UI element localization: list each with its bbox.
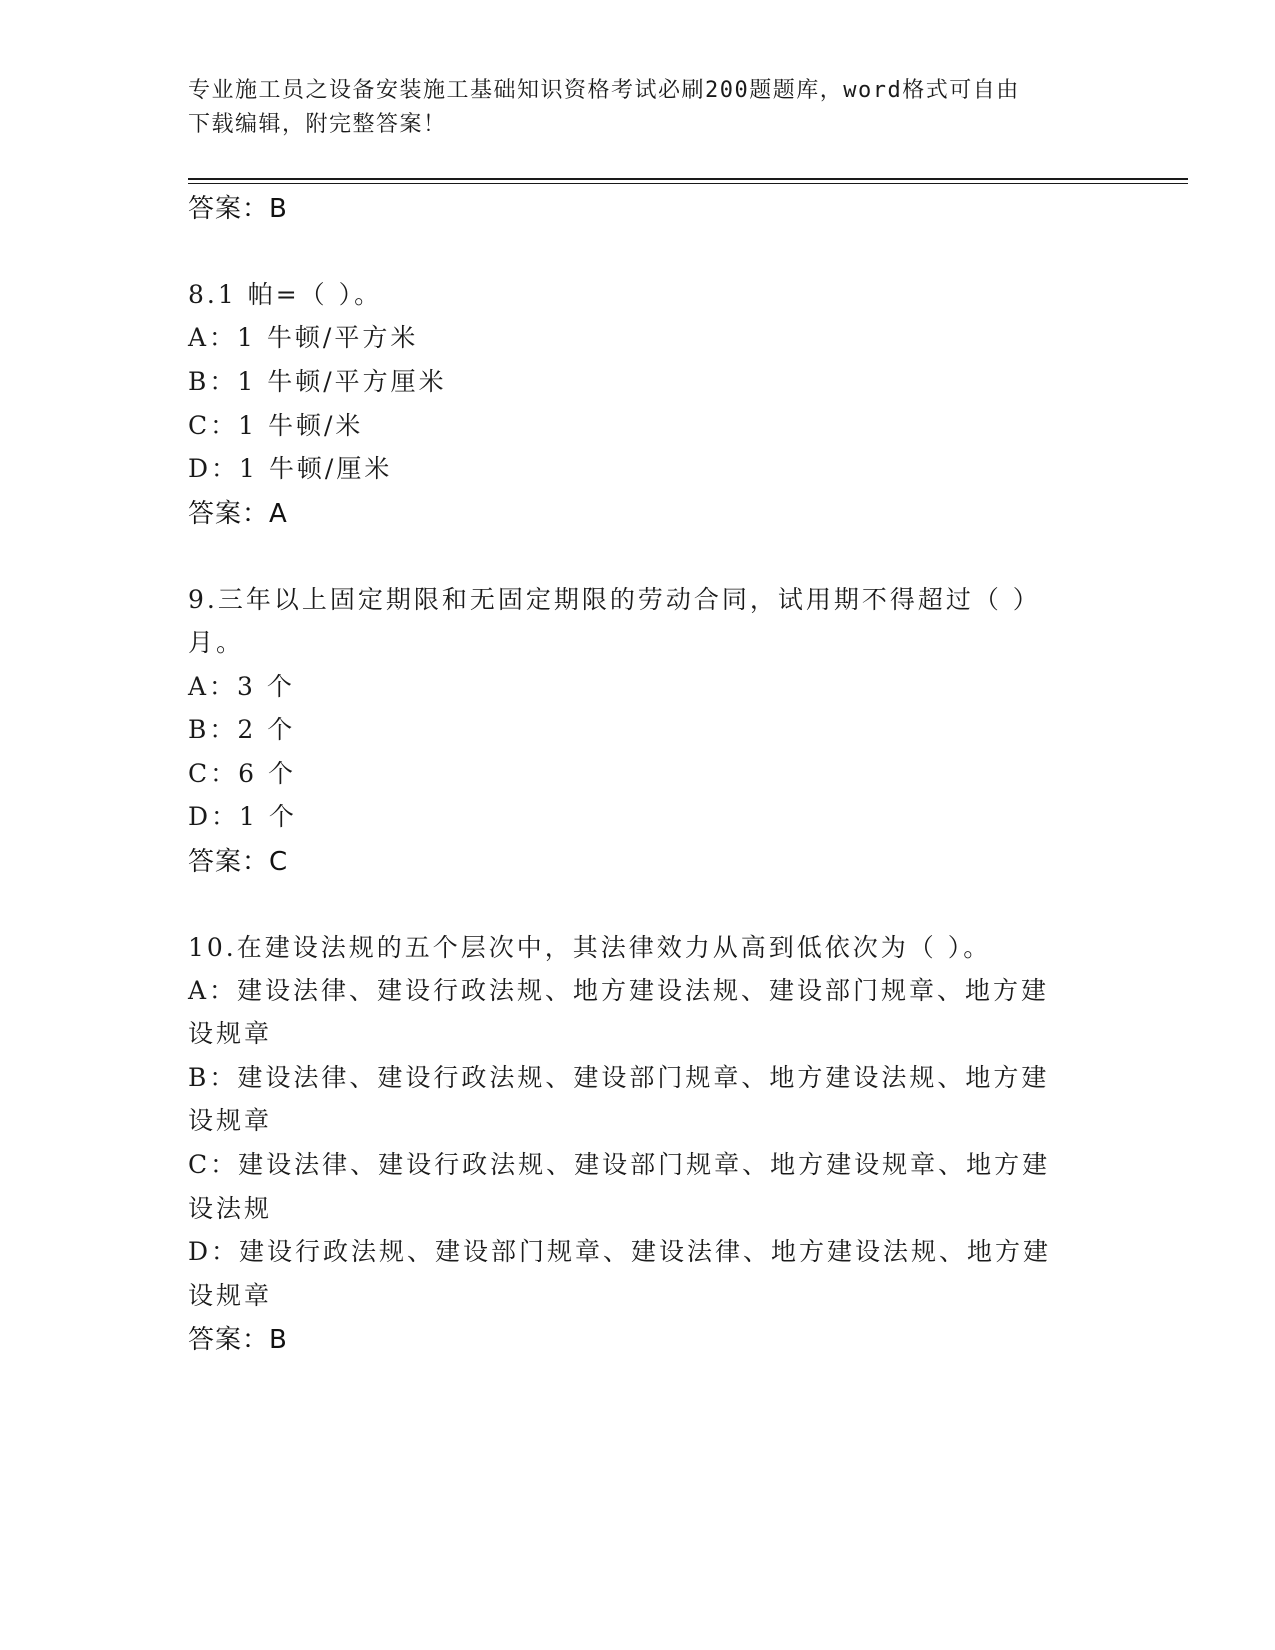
question-9-option-c: C：6 个 [188, 759, 296, 788]
header-rule [188, 178, 1188, 180]
document-header [188, 74, 1088, 142]
header-line-1: 专业施工员之设备安装施工基础知识资格考试必刷200题题库，word格式可自由 [188, 78, 1020, 103]
question-9-stem-cont: 月。 [188, 628, 245, 657]
previous-answer: 答案：B [188, 194, 288, 224]
question-9-option-a: A：3 个 [188, 672, 295, 701]
question-8-option-a: A：1 牛顿/平方米 [188, 323, 419, 352]
question-10-option-c-cont: 设法规 [188, 1194, 273, 1223]
question-9-option-b: B：2 个 [188, 715, 296, 744]
question-10-answer: 答案：B [188, 1325, 288, 1355]
question-9-answer: 答案：C [188, 847, 289, 877]
question-8-answer: 答案：A [188, 499, 288, 529]
question-10-stem: 10.在建设法规的五个层次中，其法律效力从高到低依次为（ ）。 [188, 933, 992, 962]
question-8-stem: 8.1 帕=（ ）。 [188, 280, 383, 309]
question-10-option-b: B：建设法律、建设行政法规、建设部门规章、地方建设法规、地方建 [188, 1063, 1050, 1092]
question-8-option-c: C：1 牛顿/米 [188, 411, 364, 440]
question-9-option-d: D：1 个 [188, 802, 297, 831]
question-10-option-b-cont: 设规章 [188, 1106, 273, 1135]
question-10-option-a-cont: 设规章 [188, 1019, 273, 1048]
question-10-option-d: D：建设行政法规、建设部门规章、建设法律、地方建设法规、地方建 [188, 1237, 1052, 1266]
header-line-2: 下载编辑，附完整答案！ [188, 112, 447, 137]
question-10-option-d-cont: 设规章 [188, 1281, 273, 1310]
question-8-option-b: B：1 牛顿/平方厘米 [188, 367, 447, 396]
question-9-stem: 9.三年以上固定期限和无固定期限的劳动合同，试用期不得超过（ ） [188, 585, 1041, 614]
question-10-option-c: C：建设法律、建设行政法规、建设部门规章、地方建设规章、地方建 [188, 1150, 1051, 1179]
header-rule-thin [188, 183, 1188, 184]
question-10-option-a: A：建设法律、建设行政法规、地方建设法规、建设部门规章、地方建 [188, 976, 1050, 1005]
question-8-option-d: D：1 牛顿/厘米 [188, 454, 393, 483]
